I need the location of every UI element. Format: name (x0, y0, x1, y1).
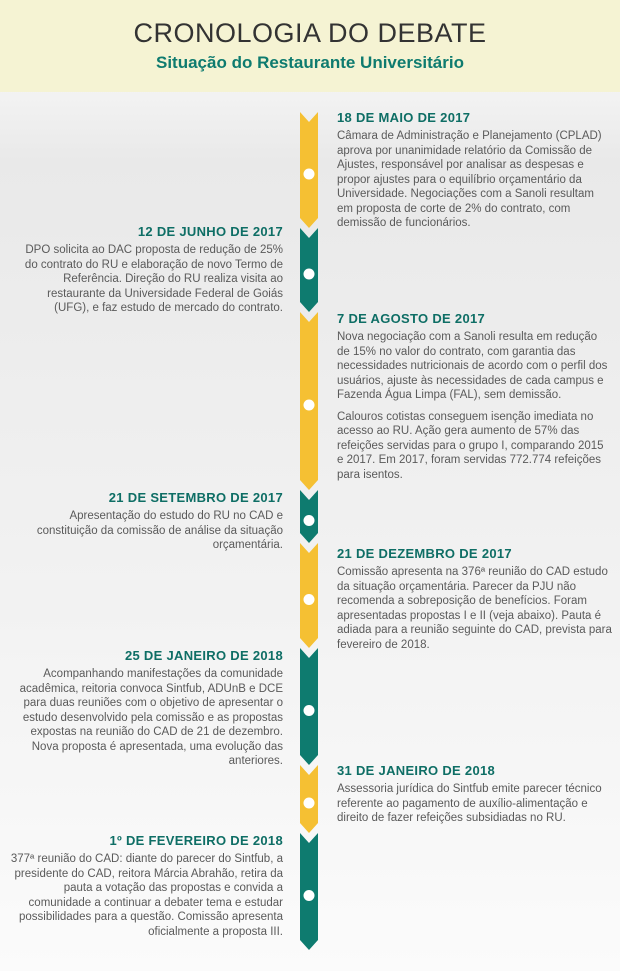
timeline-event-3 (337, 311, 612, 489)
event-description (10, 243, 283, 316)
event-date: 21 DE DEZEMBRO DE 2017 (337, 546, 512, 561)
timeline-dot-7 (304, 798, 315, 809)
event-date: 21 DE SETEMBRO DE 2017 (108, 490, 283, 505)
timeline-event-8 (10, 833, 283, 946)
event-date: 1º DE FEVEREIRO DE 2018 (109, 833, 283, 848)
event-paragraph: Apresentação do estudo do RU no CAD e constituição da comissão de análise da situação orçamentária. (36, 510, 283, 551)
event-date: 18 DE MAIO DE 2017 (337, 110, 471, 125)
event-description (337, 129, 612, 231)
timeline-event-2 (10, 224, 283, 323)
timeline-dot-8 (304, 890, 315, 901)
event-date: 25 DE JANEIRO DE 2018 (124, 648, 283, 663)
timeline-dot-4 (304, 515, 315, 526)
timeline-dot-1 (304, 169, 315, 180)
page-subtitle: Situação do Restaurante Universitário (156, 53, 464, 72)
event-paragraph: DPO solicita ao DAC proposta de redução de 25% do contrato do RU e elaboração de novo Termo de Referência. Direção do RU realiza visita ao restaurante da Universidade Federal de Goiás (UFG), e faz estudo de mercado do contrato. (24, 244, 283, 314)
event-paragraph: Acompanhando manifestações da comunidade acadêmica, reitoria convoca Sintfub, ADUnB e DCE para duas reuniões com o objetivo de apresentar o estudo desenvolvido pela comissão e as propostas expostas na reunião do CAD de 21 de dezembro. Nova proposta é apresentada, uma evolução das anteriores. (19, 668, 283, 767)
timeline-event-6 (10, 648, 283, 776)
event-date: 31 DE JANEIRO DE 2018 (337, 763, 496, 778)
timeline-event-4 (10, 490, 283, 560)
event-date: 7 DE AGOSTO DE 2017 (337, 311, 486, 326)
event-description (10, 667, 283, 769)
event-paragraph: Assessoria jurídica do Sintfub emite parecer técnico referente ao pagamento de auxílio-alimentação e direito de fazer refeições subsidiadas no RU. (337, 783, 602, 824)
timeline-dot-5 (304, 594, 315, 605)
event-description (10, 852, 283, 939)
event-paragraph: Câmara de Administração e Planejamento (CPLAD) aprova por unanimidade relatório da Comissão de Ajustes, responsável por analisar as despesas e propor ajustes para o equilíbrio orçamentário da Universidade. Negociações com a Sanoli resultam em proposta de corte de 2% do contrato, com demissão de funcionários. (337, 130, 602, 229)
timeline-dot-3 (304, 400, 315, 411)
event-date: 12 DE JUNHO DE 2017 (137, 224, 283, 239)
timeline-dot-6 (304, 705, 315, 716)
timeline-event-1 (337, 110, 612, 238)
timeline-event-7 (337, 763, 612, 833)
event-paragraph: Calouros cotistas conseguem isenção imediata no acesso ao RU. Ação gera aumento de 57% das refeições servidas para o grupo I, comparando 2015 e 2017. Em 2017, foram servidas 772.774 refeições para isentos. (337, 410, 604, 481)
event-description (337, 330, 612, 482)
event-paragraph: Comissão apresenta na 376ª reunião do CAD estudo da situação orçamentária. Parecer da PJU não recomenda a sobreposição de benefícios. Foram apresentadas propostas I e II (veja abaixo). Pauta é adiada para a reunião seguinte do CAD, prevista para fevereiro de 2018. (337, 566, 612, 651)
timeline-event-5 (337, 546, 612, 659)
page-title: CRONOLOGIA DO DEBATE (133, 18, 487, 48)
event-description (337, 565, 612, 652)
timeline-dot-2 (304, 269, 315, 280)
event-paragraph: Nova negociação com a Sanoli resulta em redução de 15% no valor do contrato, com garantia das necessidades nutricionais de acordo com o perfil dos usuários, ajuste às necessidades de cada campus e Fazenda Água Limpa (FAL), sem demissão. (337, 331, 608, 401)
event-description (10, 509, 283, 553)
event-paragraph: 377ª reunião do CAD: diante do parecer do Sintfub, a presidente do CAD, reitora Márcia Abrahão, retira da pauta a votação das propostas e convida a comunidade a continuar a debater tema e estudar possibilidades para a questão. Comissão apresenta oficialmente a proposta III. (10, 853, 283, 938)
event-description (337, 782, 612, 826)
